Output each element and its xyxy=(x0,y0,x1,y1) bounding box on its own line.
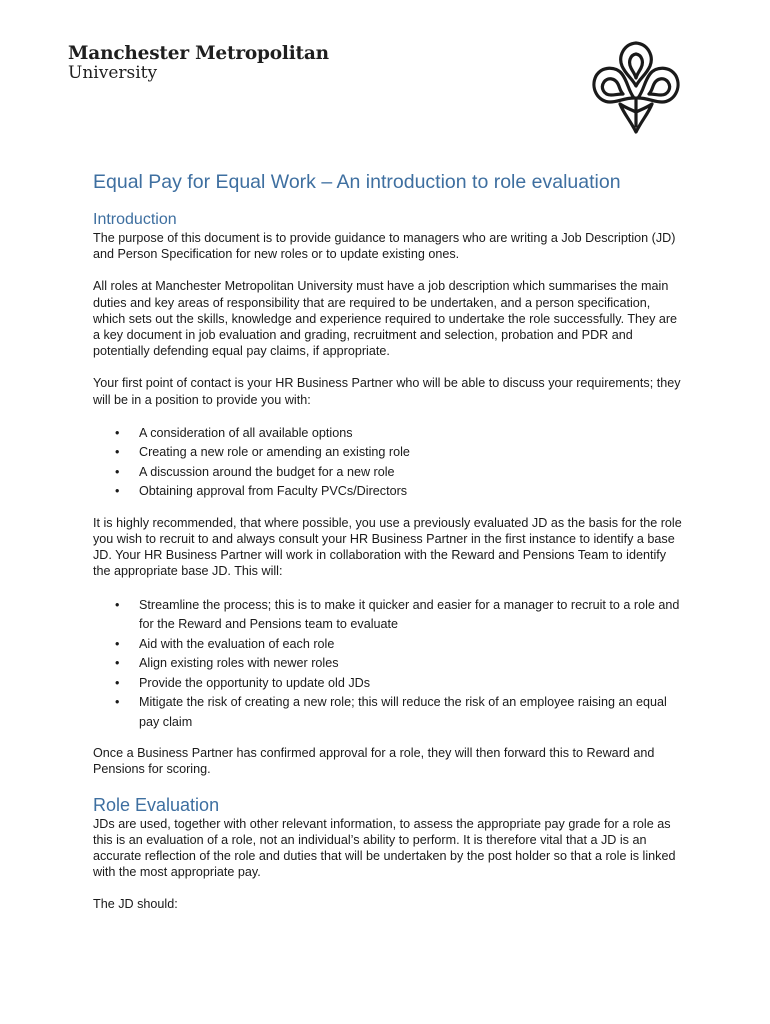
university-wordmark xyxy=(68,44,329,83)
list-item: • Aid with the evaluation of each role xyxy=(115,635,683,655)
options-bullet-list xyxy=(93,424,683,502)
list-item: • A discussion around the budget for a new role xyxy=(115,463,683,483)
introduction-paragraph-1: The purpose of this document is to provide guidance to managers who are writing a Job Description (JD) and Person Specification for new roles or to update existing ones. xyxy=(93,231,676,262)
introduction-heading: Introduction xyxy=(93,211,177,228)
page-title: Equal Pay for Equal Work – An introduction to role evaluation xyxy=(93,171,621,193)
university-name-line2: University xyxy=(68,63,158,83)
benefits-bullet-list xyxy=(93,596,683,733)
list-item: • Mitigate the risk of creating a new role; this will reduce the risk of an employee raising an equal pay claim xyxy=(115,693,683,732)
role-evaluation-paragraph-2: The JD should: xyxy=(93,897,178,912)
role-evaluation-heading: Role Evaluation xyxy=(93,794,220,815)
introduction-paragraph-4: It is highly recommended, that where possible, you use a previously evaluated JD as the basis for the role you wish to recruit to and always consult your HR Business Partner in the first instance to identify a base JD. Your HR Business Partner will work in collaboration with the Reward and Pensions Team to identify the appropriate base JD. This will: xyxy=(93,515,682,579)
list-item: • Creating a new role or amending an existing role xyxy=(115,443,683,463)
list-item: • Align existing roles with newer roles xyxy=(115,654,683,674)
list-item: • Provide the opportunity to update old JDs xyxy=(115,674,683,694)
mmu-bee-logo-icon xyxy=(590,40,682,136)
document-body xyxy=(93,170,683,929)
introduction-paragraph-2: All roles at Manchester Metropolitan University must have a job description which summarises the main duties and key areas of responsibility that are required to be undertaken, and a person specification, which sets out the skills, knowledge and experience required to undertake the role successfully. They are a key document in job evaluation and grading, recruitment and selection, probation and PDR and potentially defending equal pay claims, if appropriate. xyxy=(93,279,678,359)
role-evaluation-paragraph-1: JDs are used, together with other relevant information, to assess the appropriate pay grade for a role as this is an evaluation of a role, not an individual’s ability to perform. It is therefore vital that a JD is an accurate reflection of the role and duties that will be undertaken by the post holder so that a role is linked with the most appropriate pay. xyxy=(93,816,676,880)
introduction-paragraph-3: Your first point of contact is your HR Business Partner who will be able to discuss your requirements; they will be in a position to provide you with: xyxy=(93,376,681,407)
list-item: • Streamline the process; this is to make it quicker and easier for a manager to recruit to a role and for the Reward and Pensions team to evaluate xyxy=(115,596,683,635)
university-name-line1: Manchester Metropolitan xyxy=(68,43,329,64)
list-item: • A consideration of all available options xyxy=(115,424,683,444)
list-item: • Obtaining approval from Faculty PVCs/Directors xyxy=(115,482,683,502)
introduction-paragraph-5: Once a Business Partner has confirmed approval for a role, they will then forward this to Reward and Pensions for scoring. xyxy=(93,746,655,777)
